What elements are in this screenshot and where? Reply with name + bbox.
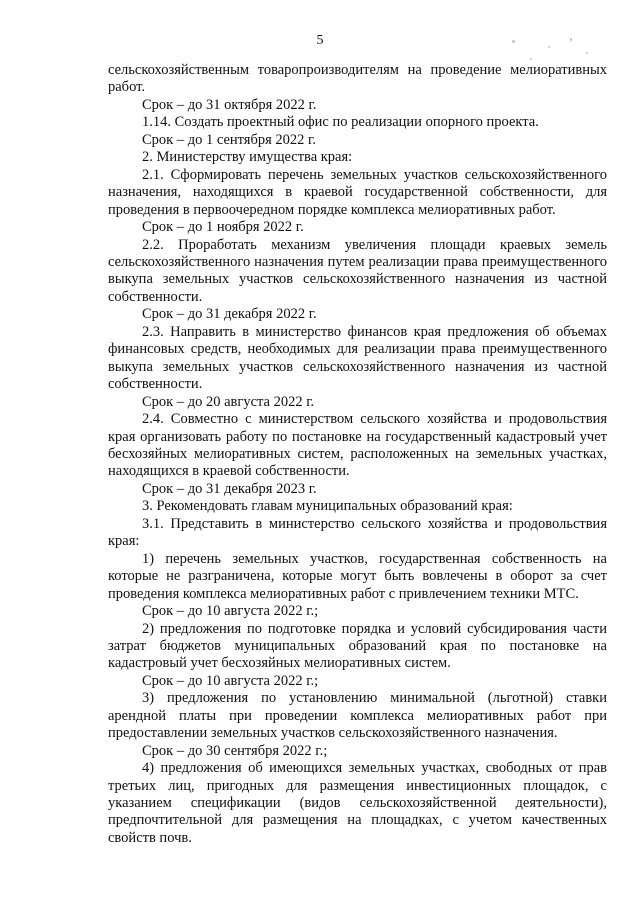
paragraph: Срок – до 1 сентября 2022 г.	[142, 131, 316, 148]
paragraph: 2) предложения по подготовке порядка и условий субсидирования части затрат бюджетов муниципальных образований края по постановке на кадастровый учет бесхозяйных мелиоративных систем.	[108, 620, 607, 672]
paragraph: 3. Рекомендовать главам муниципальных образований края:	[142, 498, 513, 515]
paragraph: 2.4. Совместно с министерством сельского хозяйства и продовольствия края организовать работу по постановке на государственный кадастровый учет бесхозяйных мелиоративных систем, расположенных на земельных участках, находящихся в краевой собственности.	[108, 411, 607, 480]
paragraph: 4) предложения об имеющихся земельных участках, свободных от прав третьих лиц, пригодных для размещения инвестиционных площадок, с указанием спецификации (видов сельскохозяйственной деятельности), предпочтительной для размещения на площадках, с учетом качественных свойств почв.	[108, 760, 607, 846]
scan-speck	[548, 46, 550, 48]
paragraph: Срок – до 10 августа 2022 г.;	[142, 672, 319, 689]
paragraph: Срок – до 31 декабря 2023 г.	[142, 480, 317, 497]
scan-speck	[530, 58, 532, 60]
paragraph: Срок – до 31 октября 2022 г.	[142, 96, 317, 113]
paragraph: сельскохозяйственным товаропроизводителям на проведение мелиоративных работ.	[108, 62, 607, 96]
page-number: 5	[316, 33, 324, 48]
paragraph: 1.14. Создать проектный офис по реализации опорного проекта.	[142, 114, 539, 131]
scan-speck	[512, 40, 515, 43]
paragraph: 2.3. Направить в министерство финансов края предложения об объемах финансовых средств, необходимых для реализации права преимущественного выкупа земельных участков сельскохозяйственного назначения из частной собственности.	[108, 323, 607, 393]
paragraph: Срок – до 1 ноября 2022 г.	[142, 219, 304, 236]
paragraph: Срок – до 30 сентября 2022 г.;	[142, 742, 328, 759]
scan-speck	[570, 38, 572, 41]
paragraph: Срок – до 20 августа 2022 г.	[142, 393, 315, 410]
paragraph: 2. Министерству имущества края:	[142, 149, 353, 166]
scan-speck	[586, 52, 588, 54]
paragraph: 3) предложения по установлению минимальной (льготной) ставки арендной платы при проведении комплекса мелиоративных работ при предоставлении земельных участков сельскохозяйственного назначения.	[108, 690, 607, 742]
paragraph: 1) перечень земельных участков, государственная собственность на которые не разграничена, которые могут быть вовлечены в оборот за счет проведения комплекса мелиоративных работ с привлечением техники МТС.	[108, 550, 607, 602]
paragraph: Срок – до 31 декабря 2022 г.	[142, 306, 317, 323]
paragraph: 3.1. Представить в министерство сельского хозяйства и продовольствия края:	[108, 515, 607, 550]
paragraph: Срок – до 10 августа 2022 г.;	[142, 603, 319, 620]
paragraph: 2.1. Сформировать перечень земельных участков сельскохозяйственного назначения, находящихся в краевой государственной собственности, для проведения в первоочередном порядке комплекса мелиоративных работ.	[108, 166, 607, 218]
document-body	[108, 62, 607, 847]
paragraph: 2.2. Проработать механизм увеличения площади краевых земель сельскохозяйственного назначения путем реализации права преимущественного выкупа земельных участков сельскохозяйственного назначения из частной собственности.	[108, 236, 607, 305]
